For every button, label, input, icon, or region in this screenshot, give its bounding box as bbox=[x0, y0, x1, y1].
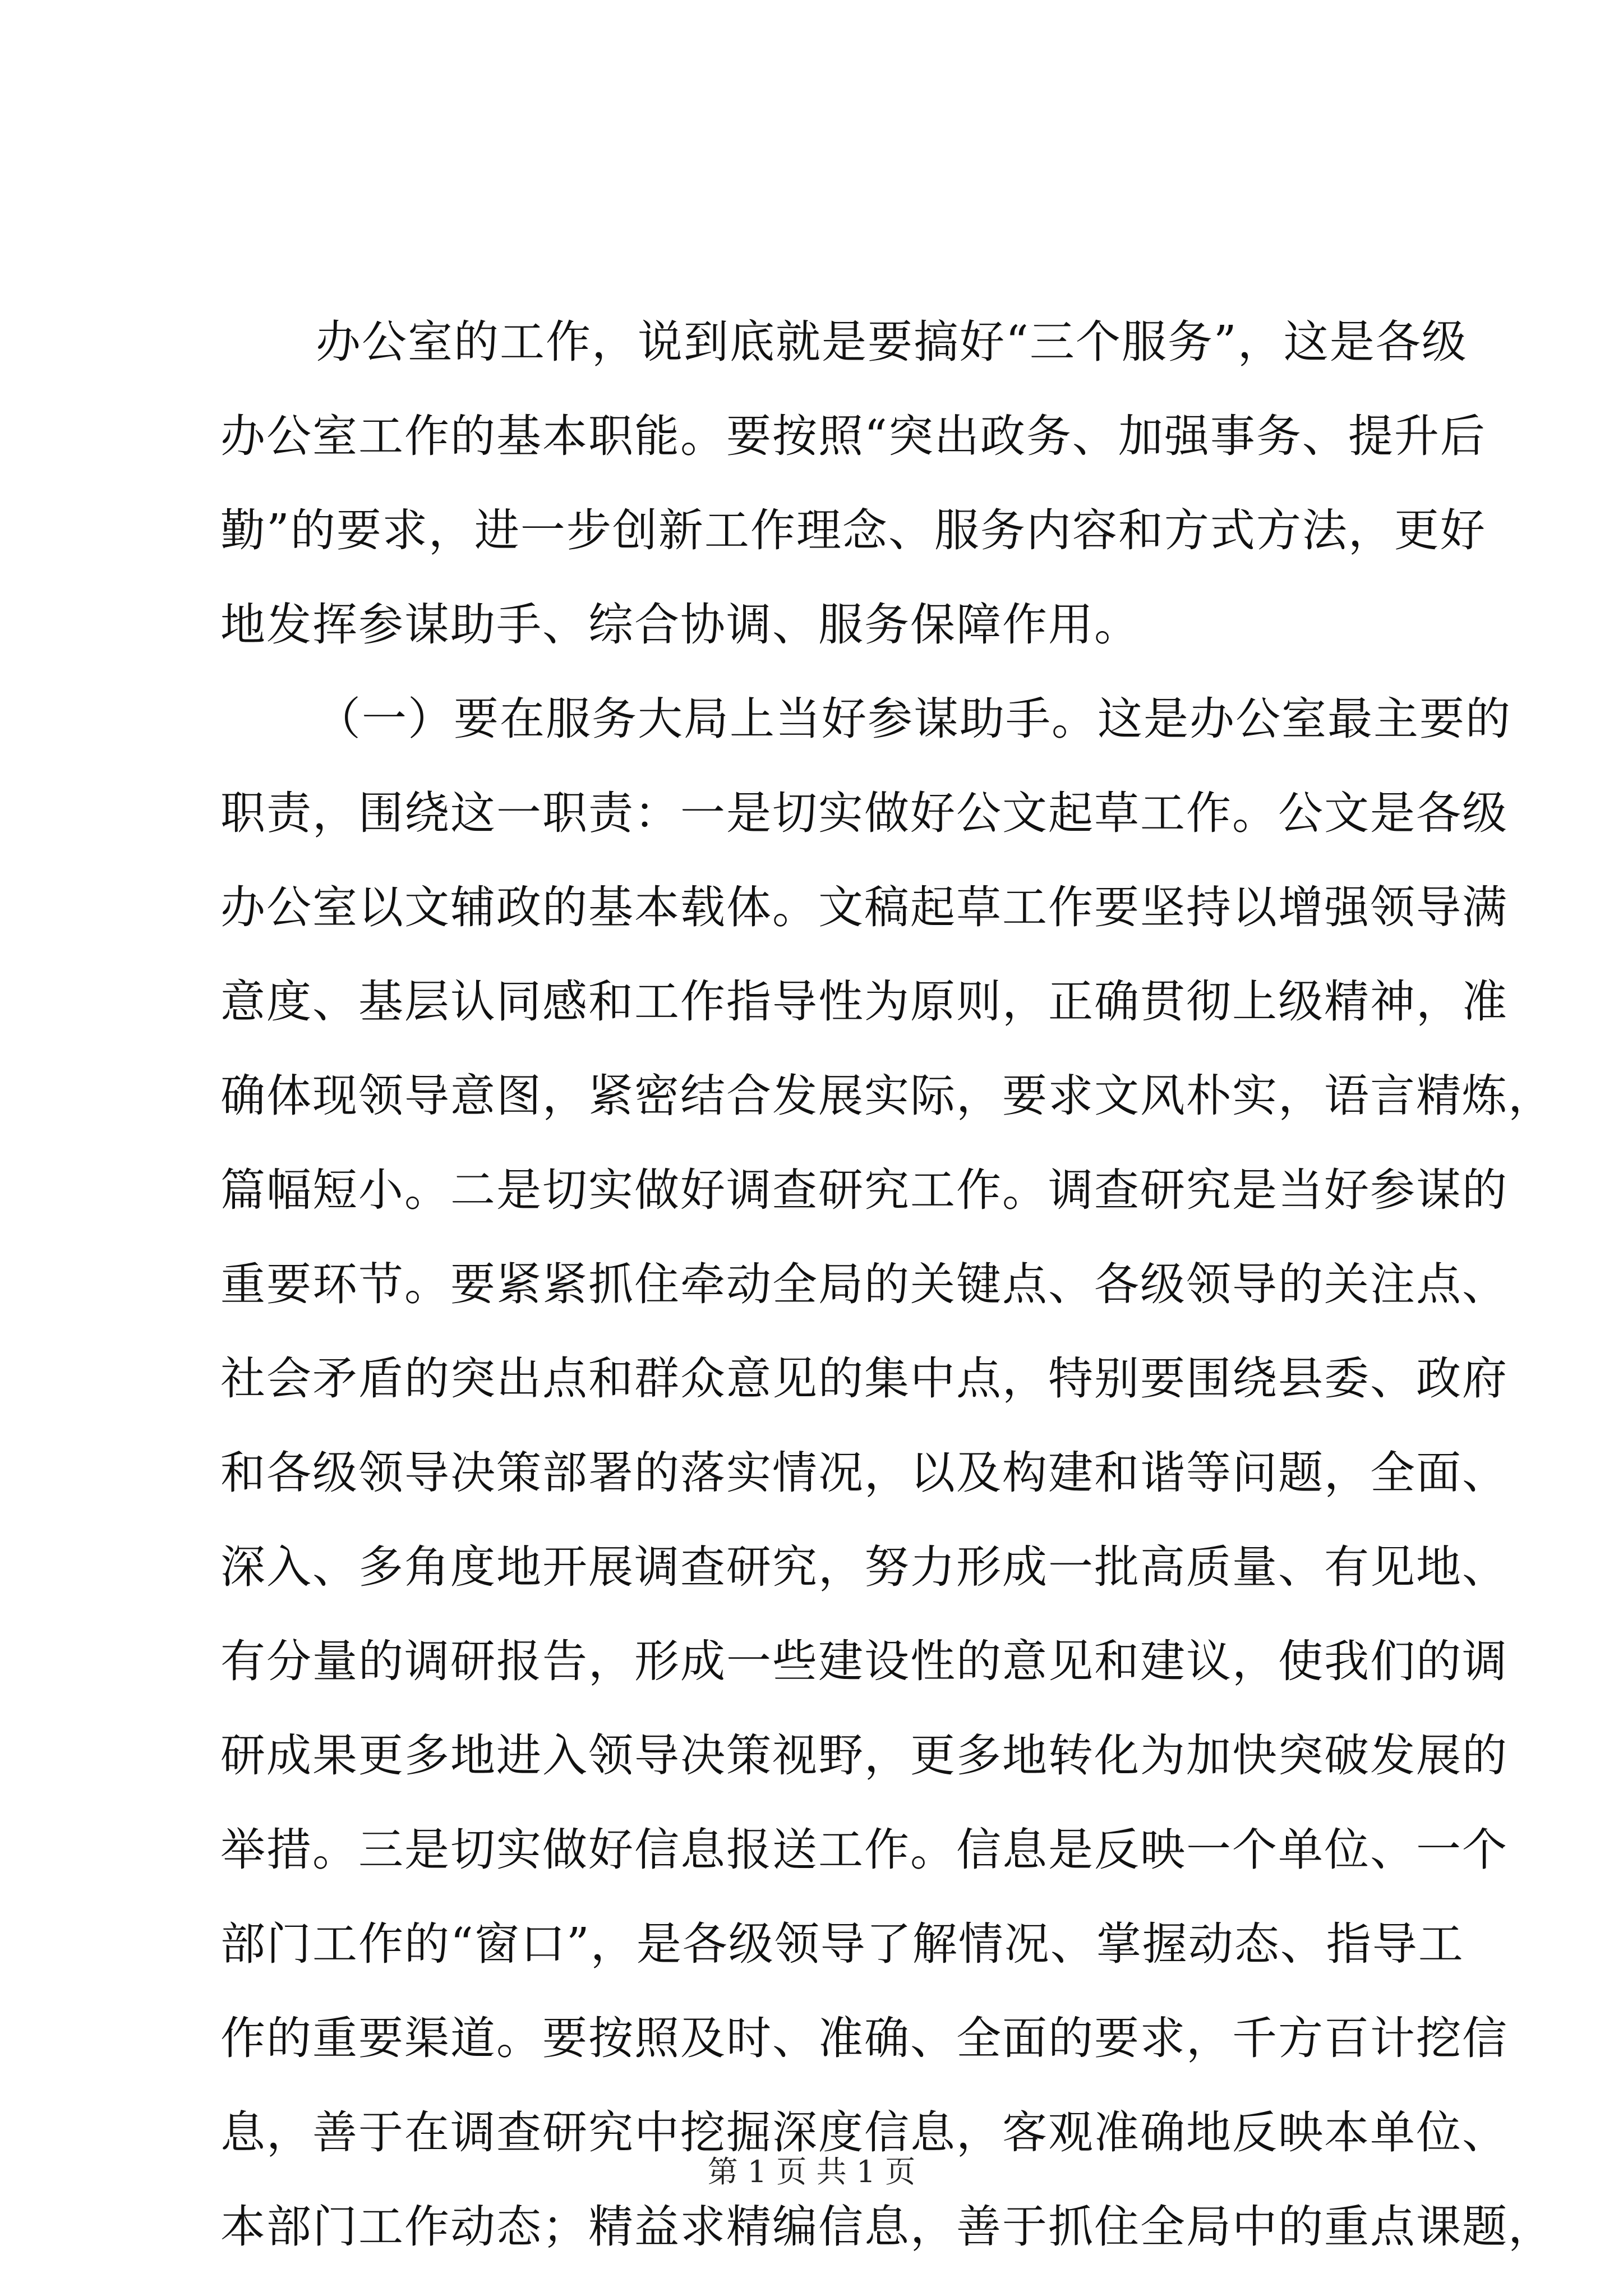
text-line: 意度、基层认同感和工作指导性为原则，正确贯彻上级精神，准 bbox=[220, 976, 1508, 1028]
text-line: 办公室工作的基本职能。要按照“突出政务、加强事务、提升后 bbox=[220, 410, 1486, 462]
text-line: 作的重要渠道。要按照及时、准确、全面的要求，千方百计挖信 bbox=[220, 2012, 1508, 2064]
text-line: 和各级领导决策部署的落实情况，以及构建和谐等问题，全面、 bbox=[220, 1447, 1508, 1499]
text-line: 确体现领导意图，紧密结合发展实际，要求文风朴实，语言精炼， bbox=[220, 1070, 1554, 1122]
text-line: 职责，围绕这一职责：一是切实做好公文起草工作。公文是各级 bbox=[220, 787, 1508, 839]
page-footer: 第 1 页 共 1 页 bbox=[707, 2154, 916, 2189]
text-line: 勤”的要求，进一步创新工作理念、服务内容和方式方法，更好 bbox=[220, 504, 1486, 556]
text-line: 本部门工作动态；精益求精编信息，善于抓住全局中的重点课题， bbox=[220, 2201, 1554, 2253]
text-line: 地发挥参谋助手、综合协调、服务保障作用。 bbox=[220, 599, 1140, 651]
text-line: 重要环节。要紧紧抓住牵动全局的关键点、各级领导的关注点、 bbox=[220, 1258, 1508, 1310]
text-line: 社会矛盾的突出点和群众意见的集中点，特别要围绕县委、政府 bbox=[220, 1352, 1508, 1405]
text-line: 有分量的调研报告，形成一些建设性的意见和建议，使我们的调 bbox=[220, 1635, 1508, 1687]
text-line: 研成果更多地进入领导决策视野，更多地转化为加快突破发展的 bbox=[220, 1729, 1508, 1782]
document-body bbox=[220, 295, 1554, 2274]
text-line: 息，善于在调查研究中挖掘深度信息，客观准确地反映本单位、 bbox=[220, 2106, 1508, 2159]
text-line: 办公室的工作，说到底就是要搞好“三个服务”，这是各级 bbox=[316, 316, 1468, 368]
text-line: 深入、多角度地开展调查研究，努力形成一批高质量、有见地、 bbox=[220, 1541, 1508, 1593]
text-line: 篇幅短小。二是切实做好调查研究工作。调查研究是当好参谋的 bbox=[220, 1164, 1508, 1216]
text-line: 办公室以文辅政的基本载体。文稿起草工作要坚持以增强领导满 bbox=[220, 881, 1508, 933]
text-line: （一）要在服务大局上当好参谋助手。这是办公室最主要的 bbox=[316, 693, 1511, 745]
text-line: 部门工作的“窗口”，是各级领导了解情况、掌握动态、指导工 bbox=[220, 1918, 1464, 1970]
text-line: 举措。三是切实做好信息报送工作。信息是反映一个单位、一个 bbox=[220, 1824, 1508, 1876]
